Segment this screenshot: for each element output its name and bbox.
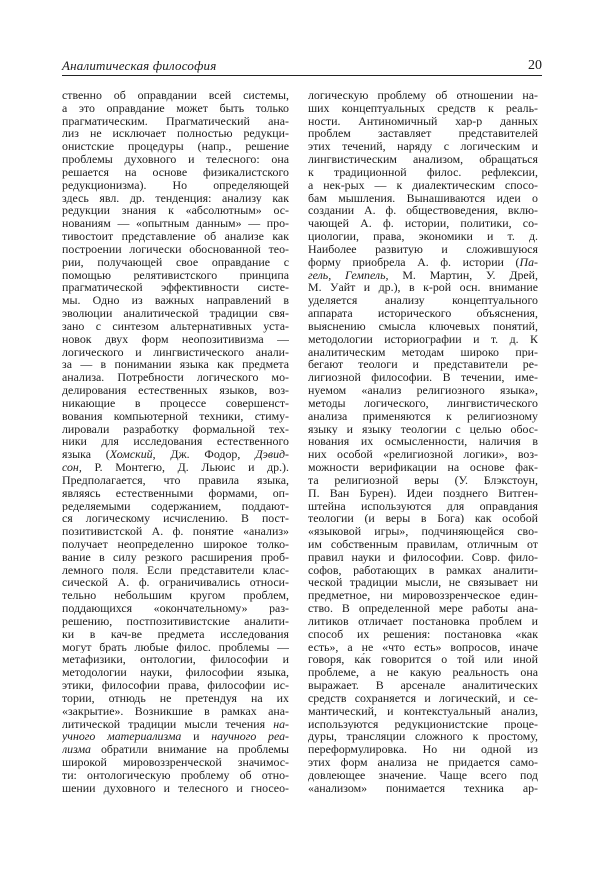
text-line: та религиозной веры (У. Блэкстоун, (308, 473, 538, 487)
text-line (62, 461, 289, 474)
text-line: построении логически обоснованной тео- (62, 242, 289, 256)
text-line: ки в кач-ве предмета исследования (62, 627, 289, 641)
text-line: вание в силу резкого расширения проб- (62, 550, 289, 564)
text-line: можности верификации на основе фак- (308, 461, 538, 474)
text-line: правил науки и философии. Совр. фило- (308, 550, 538, 564)
text-line: ределяемыми содержанием, поддают- (62, 499, 289, 513)
text-line: штейна используются для оправдания (308, 499, 538, 513)
text-line: проблеме, а не какую реальность она (308, 666, 538, 680)
text-line: теологии (и веры в Бога) как особой (308, 512, 538, 526)
text-line: создании А. ф. обществоведения, вклю- (308, 204, 538, 218)
text-line: нованиям — «опытным данным» — про- (62, 217, 289, 231)
text-line: к традиционной филос. рефлексии, (308, 165, 538, 179)
italic-name: на- (273, 717, 289, 731)
text-line: ти: онтологическую проблему об отно- (62, 768, 289, 782)
text-line: прагматическим. Прагматический ана- (62, 114, 289, 128)
text-line: новок двух форм неопозитивизма — (62, 332, 289, 346)
text-line: «языковой игры», подчиняющейся сво- (308, 525, 538, 538)
italic-name: учного материализма (62, 730, 182, 744)
text-line: логического и лингвистического анали- (62, 345, 289, 359)
text-line: способ их решения: постановка «как (308, 627, 538, 641)
text-line: лемного поля. Если представители клас- (62, 563, 289, 577)
text-segment: и (181, 730, 212, 744)
text-line: зано с синтезом альтернативных уста- (62, 319, 289, 333)
text-line: редукции знания к «абсолютным» ос- (62, 204, 289, 218)
text-line (308, 269, 538, 282)
italic-name: Дэвид- (255, 448, 289, 462)
text-line: решается на основе физикалистского (62, 165, 289, 179)
text-line: Предполагается, что правила языка, (62, 473, 289, 487)
italic-name: гель, Гемпель, (308, 268, 389, 282)
text-line: ники для исследования естественного (62, 435, 289, 449)
text-line: решению, постпозитивистские аналити- (62, 614, 289, 628)
text-line: вования компьютерной техники, стиму- (62, 409, 289, 423)
text-line: могут брать любые филос. проблемы — (62, 640, 289, 654)
running-title: Аналитическая философия (62, 58, 217, 73)
text-line: «анализом» понимается техника ар- (308, 781, 538, 795)
text-line: ся логическому исчислению. В пост- (62, 512, 289, 526)
text-line: ство. В определенной мере работы ана- (308, 602, 538, 615)
text-line: за — в понимании языка как предмета (62, 358, 289, 372)
text-line (62, 718, 289, 731)
text-segment: языка ( (62, 448, 110, 462)
text-line: аппарата исторического объяснения, (308, 307, 538, 320)
text-line: а это оправдание может быть только (62, 101, 289, 115)
italic-name: Хомский (109, 448, 153, 462)
text-line: средств сохраняется и логический, и се- (308, 691, 538, 705)
text-segment: , Дж. Фодор, (152, 448, 256, 462)
text-line: бегают теологи и представители ре- (308, 358, 538, 372)
text-line: методологии науки, философии языка, (62, 666, 289, 680)
text-line: лировали разработку формальной тех- (62, 422, 289, 436)
text-line: анализа. Потребности логического мо- (62, 371, 289, 385)
text-line: им собственным правилам, отличным от (308, 537, 538, 551)
text-line: довлеющее значение. Чаще всего под (308, 768, 538, 782)
text-line: языку и языку теологии с целью обос- (308, 422, 538, 436)
italic-name: Па- (519, 255, 538, 269)
text-line: уделяется анализу концептуального (308, 294, 538, 308)
text-line: Наиболее развитую и сложившуюся (308, 242, 538, 256)
text-line: мантический, и контекстуальный анализ, (308, 704, 538, 718)
text-line: М. Уайт и др.), в к-рой осн. внимание (308, 281, 538, 295)
text-line: ших концептуальных средств к реаль- (308, 101, 538, 115)
text-line: лигиозной философии. В течении, име- (308, 371, 538, 385)
text-line: говоря, ка́к говорится о той или иной (308, 653, 538, 667)
text-line: проблемы духовного и телесного: она (62, 153, 289, 166)
text-segment: М. Мартин, У. Дрей, (388, 268, 538, 282)
text-segment: форму приобрела А. ф. истории ( (308, 255, 520, 269)
text-line: «закрытие». Возникшие в рамках ана- (62, 704, 289, 718)
text-line: тельно небольшим кругом проблем, (62, 589, 289, 603)
text-line: сической А. ф. ограничивались относи- (62, 576, 289, 590)
text-line: делирования естественных языков, воз- (62, 384, 289, 397)
text-line: выражает. В арсенале аналитических (308, 679, 538, 692)
text-line: литиков отличает постановка проблем и (308, 614, 538, 628)
text-line: лиз не исключает полностью редукци- (62, 127, 289, 141)
text-line: аналитическим методам широко при- (308, 345, 538, 359)
text-line: ственно об оправдании всей системы, (62, 89, 289, 102)
text-line: бам мышления. Вынашиваются идеи о (308, 191, 538, 205)
text-line: ности. Антиномичный хар-р данных (308, 114, 538, 128)
text-line: поддающихся «окончательному» раз- (62, 602, 289, 615)
text-line: нования их осмысленности, наличия в (308, 435, 538, 449)
text-line (62, 730, 289, 743)
text-line: П. Ван Бурен). Идеи позднего Витген- (308, 486, 538, 500)
text-line: здесь явл. др. тенденция: анализу как (62, 191, 289, 205)
text-line: софов, работающих в рамках аналити- (308, 563, 538, 577)
text-line: прагматической эффективности систе- (62, 281, 289, 295)
text-line: анализа применяются к религиозному (308, 409, 538, 423)
text-line: шении духовного и телесного и гносео- (62, 781, 289, 795)
text-line: чающей А. ф. истории, политики, со- (308, 217, 538, 231)
text-line (62, 448, 289, 461)
text-line: редукционизма). Но определяющей (62, 178, 289, 192)
text-line: лингвистическим анализом, обращаться (308, 153, 538, 166)
text-line: онистские процедуры (напр., решение (62, 140, 289, 154)
page-number: 20 (528, 58, 542, 73)
text-line (62, 743, 289, 756)
text-line: нуемом «анализ религиозного языка», (308, 384, 538, 397)
text-line: получает неопределенно широкое толко- (62, 537, 289, 551)
text-line: никающие в процессе совершенст- (62, 396, 289, 410)
text-line: ческой традиции мысли, не связывает ни (308, 576, 538, 590)
text-line: выяснению смысла ключевых понятий, (308, 319, 538, 333)
text-line: тивостоит представление об анализе как (62, 230, 289, 243)
italic-name: научного реа- (211, 730, 289, 744)
text-line: используются редукционистские проце- (308, 717, 538, 731)
text-line: широкой мировоззренческой значимос- (62, 756, 289, 769)
text-line: этих форм анализа не придается само- (308, 756, 538, 769)
italic-name: лизма (62, 743, 92, 757)
text-line: дуры, трансляции сложного к простому, (308, 730, 538, 744)
text-line: этики, философии права, философии ис- (62, 679, 289, 692)
right-column (308, 89, 538, 795)
text-line: проблем заставляет представителей (308, 127, 538, 141)
text-segment: обратили внимание на проблемы (91, 743, 289, 757)
text-line: них особой «религиозной логики», воз- (308, 448, 538, 462)
text-line: позитивистской А. ф. понятие «анализ» (62, 525, 289, 538)
text-line: есть», а не «что есть» вопросов, иначе (308, 640, 538, 654)
text-line: тории, отнюдь не претендуя на их (62, 691, 289, 705)
text-line: мы. Одно из важных направлений в (62, 294, 289, 308)
text-segment: Р. Монтегю, Д. Льюис и др.). (81, 461, 289, 474)
text-line: являясь естественными формами, оп- (62, 486, 289, 500)
text-line: переформулировка. Но ни одной из (308, 743, 538, 757)
left-column (62, 89, 289, 795)
running-header (62, 58, 542, 76)
text-line: логическую проблему об отношении на- (308, 89, 538, 102)
text-line: методы логического, лингвистического (308, 396, 538, 410)
text-segment: литической традиции мысли течения (62, 717, 274, 731)
text-line: методологии историографии и т. д. К (308, 332, 538, 346)
text-line: рии, получающей свое оправдание с (62, 255, 289, 269)
text-line: этих течений, наряду с логическим и (308, 140, 538, 154)
text-line: предметное, ни мировоззренческое един- (308, 589, 538, 603)
text-line (308, 256, 538, 269)
text-line: циологии, права, экономики и т. д. (308, 230, 538, 243)
text-line: помощью релятивистского принципа (62, 268, 289, 282)
text-line: метафизики, онтологии, философии и (62, 653, 289, 667)
italic-name: сон, (62, 461, 82, 474)
text-line: эволюции аналитической традиции свя- (62, 307, 289, 320)
text-line: а нек-рых — к диалектическим спосо- (308, 178, 538, 192)
